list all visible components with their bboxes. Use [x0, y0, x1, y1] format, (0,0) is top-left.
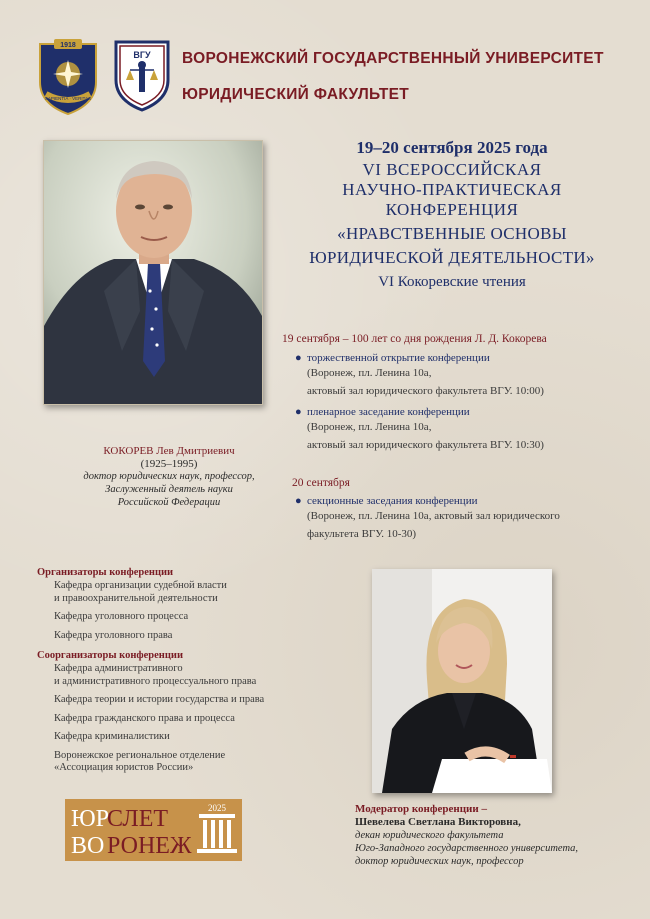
moderator-desc-line: Юго-Западного государственного университета,	[355, 843, 579, 854]
coorganizers-heading: Соорганизаторы конференции	[37, 650, 184, 661]
logo-text-vo: ВО	[71, 833, 105, 859]
conference-subtitle-line: «НРАВСТВЕННЫЕ ОСНОВЫ	[337, 224, 567, 243]
moderator-name: Шевелева Светлана Викторовна,	[355, 816, 521, 828]
conference-title-line: КОНФЕРЕНЦИЯ	[385, 200, 519, 219]
bullet-icon: ●	[295, 352, 302, 364]
coorganizer-line: Кафедра административного	[54, 663, 183, 674]
logo-text-slet: СЛЕТ	[107, 806, 169, 832]
moderator-desc-line: доктор юридических наук, профессор	[355, 856, 524, 867]
day1-heading: 19 сентября – 100 лет со дня рождения Л. Д. Кокорева	[282, 333, 547, 345]
kokorev-desc-line: Российской Федерации	[117, 497, 221, 508]
organizer-line: Кафедра уголовного процесса	[54, 611, 189, 622]
coorganizer-line: «Ассоциация юристов России»	[54, 762, 194, 773]
conference-title-line: VI ВСЕРОССИЙСКАЯ	[362, 160, 542, 179]
logo-year: 2025	[208, 803, 226, 813]
logo-text-ronezh: РОНЕЖ	[107, 833, 192, 859]
program-item-place: актовый зал юридического факультета ВГУ. 10:00)	[307, 385, 544, 397]
organizers-section	[37, 567, 327, 781]
coorganizer-line: и административного процессуального права	[54, 675, 257, 687]
kokorev-years: (1925–1995)	[140, 458, 198, 470]
organizers-heading: Организаторы конференции	[37, 567, 174, 578]
organizer-line: и правоохранительной деятельности	[54, 592, 218, 604]
faculty-name: ЮРИДИЧЕСКИЙ ФАКУЛЬТЕТ	[182, 86, 410, 103]
program-item	[295, 495, 637, 543]
coorganizer-item	[54, 663, 327, 688]
coorganizer-item	[54, 750, 327, 775]
university-name: ВОРОНЕЖСКИЙ ГОСУДАРСТВЕННЫЙ УНИВЕРСИТЕТ	[182, 50, 604, 67]
moderator-caption	[355, 803, 615, 868]
coorganizer-item	[54, 694, 327, 707]
moderator-heading: Модератор конференции –	[355, 803, 487, 815]
program-item-place: факультета ВГУ. 10-30)	[307, 528, 417, 540]
kokorev-portrait	[43, 140, 263, 405]
organizer-line: Кафедра уголовного права	[54, 629, 173, 641]
program-item-title: секционные заседания конференции	[307, 495, 478, 507]
logo-text-yur: ЮР	[71, 806, 110, 832]
kokorev-desc-line: доктор юридических наук, профессор,	[83, 471, 255, 482]
coorganizer-line: Воронежское региональное отделение	[54, 749, 226, 761]
conference-subtitle-line: ЮРИДИЧЕСКОЙ ДЕЯТЕЛЬНОСТИ»	[309, 248, 595, 267]
logo2-text: ВГУ	[133, 50, 151, 60]
moderator-desc-line: декан юридического факультета	[355, 830, 504, 841]
kokorev-description	[43, 470, 295, 509]
program-item-title: пленарное заседание конференции	[307, 406, 470, 418]
yurslet-voronezh-logo	[65, 799, 242, 861]
logo1-year: 1918	[60, 42, 76, 49]
faculty-emblem-logo	[112, 38, 172, 112]
coorganizer-line: Кафедра криминалистики	[54, 731, 170, 742]
organizer-item	[54, 580, 327, 605]
program-item-place: (Воронеж, пл. Ленина 10а, актовый зал юридического	[307, 510, 560, 522]
conference-reading: VI Кокоревские чтения	[378, 274, 526, 290]
day2-heading: 20 сентября	[292, 477, 350, 489]
logo1-motto: SAPIENTIA · VERITAS	[44, 96, 92, 101]
program-item-place: (Воронеж, пл. Ленина 10а,	[307, 367, 432, 379]
program-item-place: актовый зал юридического факультета ВГУ. 10:30)	[307, 439, 544, 451]
moderator-photo	[372, 569, 552, 793]
university-emblem-logo	[36, 38, 100, 116]
kokorev-name: КОКОРЕВ Лев Дмитриевич	[103, 445, 235, 457]
kokorev-desc-line: Заслуженный деятель науки	[105, 484, 233, 495]
coorganizer-item	[54, 713, 327, 726]
conference-title-line: НАУЧНО-ПРАКТИЧЕСКАЯ	[342, 180, 562, 199]
program-item	[295, 406, 637, 454]
conference-date: 19–20 сентября 2025 года	[356, 138, 548, 157]
coorganizer-line: Кафедра теории и истории государства и права	[54, 694, 265, 705]
bullet-icon: ●	[295, 406, 302, 418]
organizer-item	[54, 611, 327, 624]
bullet-icon: ●	[295, 495, 302, 507]
program-item-title: торжественной открытие конференции	[307, 352, 490, 364]
coorganizer-item	[54, 731, 327, 744]
conference-title-block	[282, 138, 622, 291]
program-item	[295, 352, 637, 400]
organizer-line: Кафедра организации судебной власти	[54, 580, 227, 591]
organizer-item	[54, 630, 327, 643]
program-item-place: (Воронеж, пл. Ленина 10а,	[307, 421, 432, 433]
coorganizer-line: Кафедра гражданского права и процесса	[54, 712, 235, 724]
